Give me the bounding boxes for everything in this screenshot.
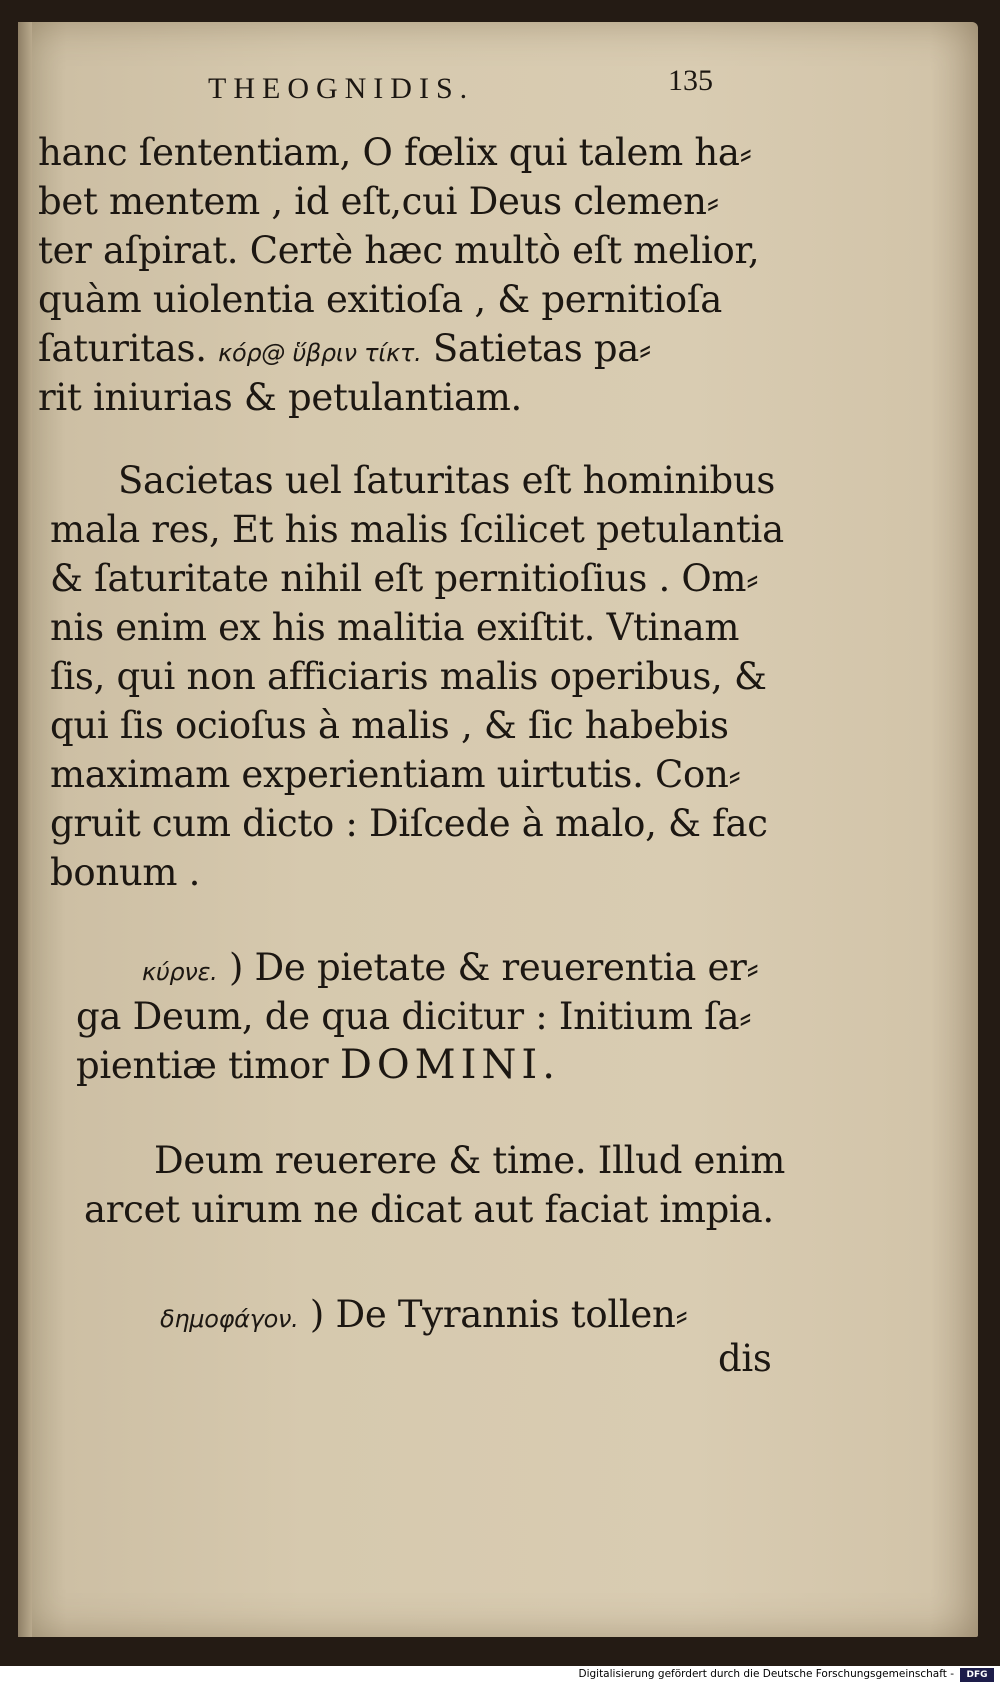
greek-quotation: κόρ@ ὕβριν τίκτ. [218, 339, 422, 367]
text-line: bet mentem , id eſt,cui Deus clemen⸗ [38, 180, 719, 223]
catchword: dis [718, 1337, 772, 1380]
text-fragment: ſaturitas. [38, 327, 207, 370]
text-line: bonum . [50, 851, 201, 894]
text-line [76, 943, 796, 992]
text-line: hanc ſententiam, O fœlix qui talem ha⸗ [38, 131, 752, 174]
text-line: rit iniurias & petulantiam. [38, 376, 523, 419]
text-line: ſis, qui non afficiaris malis operibus, & [50, 655, 767, 698]
paragraph-4 [84, 1136, 804, 1234]
text-line [38, 324, 758, 373]
text-fragment: ) De Tyrannis tollen⸗ [309, 1293, 688, 1336]
paragraph-1 [38, 128, 758, 422]
text-line: maximam experientiam uirtutis. Con⸗ [50, 753, 741, 796]
text-line: & ſaturitate nihil eſt pernitioſius . Om⸗ [50, 557, 759, 600]
text-fragment: Satietas pa⸗ [432, 327, 652, 370]
page-number: 135 [668, 64, 713, 97]
text-line: mala res, Et his malis ſcilicet petulantia [50, 508, 784, 551]
text-fragment: ) De pietate & reuerentia er⸗ [228, 946, 759, 989]
emphasized-word: DOMINI. [339, 1042, 560, 1088]
paragraph-2 [50, 456, 784, 897]
text-line: qui ſis ocioſus à malis , & ſic habebis [50, 704, 729, 747]
text-line: ga Deum, de qua dicitur : Initium ſa⸗ [76, 995, 752, 1038]
funding-credit: Digitalisierung gefördert durch die Deutsche Forschungsgemeinschaft - [578, 1668, 954, 1680]
text-line: quàm uiolentia exitioſa , & pernitioſa [38, 278, 723, 321]
paragraph-3 [76, 943, 796, 1090]
greek-lemma: δημοφάγον. [160, 1305, 299, 1333]
dfg-logo: DFG [960, 1668, 994, 1682]
page-gutter [18, 22, 32, 1637]
text-line: ter aſpirat. Certè hæc multò eſt melior, [38, 229, 760, 272]
text-line: gruit cum dicto : Diſcede à malo, & fac [50, 802, 768, 845]
text-fragment: pientiæ timor [76, 1044, 329, 1087]
footer-bar [0, 1666, 1000, 1685]
running-header: THEOGNIDIS. [208, 72, 475, 105]
text-line: Sacietas uel ſaturitas eſt hominibus [118, 459, 776, 502]
greek-lemma: κύρνε. [142, 958, 218, 986]
text-line: nis enim ex his malitia exiſtit. Vtinam [50, 606, 740, 649]
text-line: arcet uirum ne dicat aut faciat impia. [84, 1188, 774, 1231]
text-line [76, 1041, 796, 1090]
text-line: Deum reuerere & time. Illud enim [154, 1139, 785, 1182]
paragraph-5 [160, 1290, 880, 1339]
text-line [160, 1290, 880, 1339]
